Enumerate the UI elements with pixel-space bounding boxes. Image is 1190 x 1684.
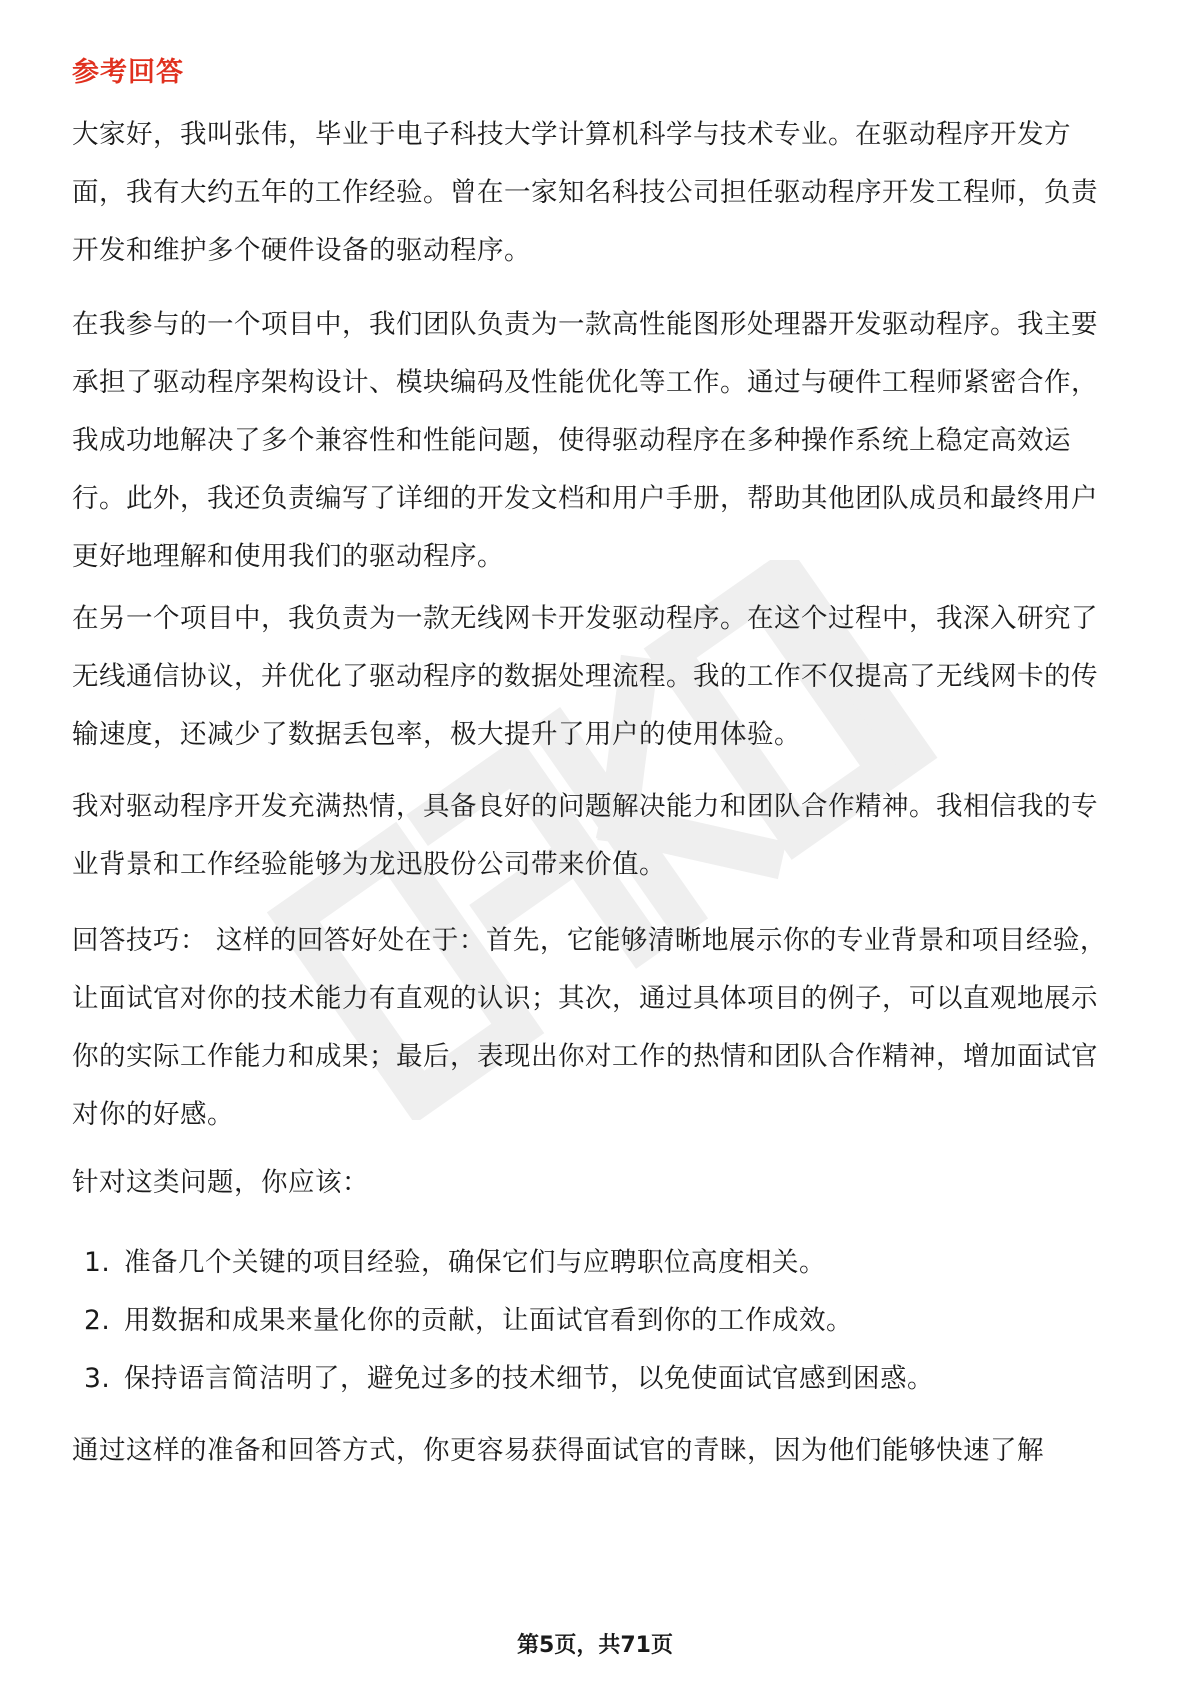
list-item-number: 1.: [84, 1247, 111, 1278]
list-item-text: 保持语言简洁明了，避免过多的技术细节，以免使面试官感到困惑。: [124, 1363, 934, 1394]
list-item: [84, 1234, 1124, 1292]
list-item-number: 3.: [84, 1363, 111, 1394]
paragraph-closing: 通过这样的准备和回答方式，你更容易获得面试官的青睐，因为他们能够快速了解: [72, 1435, 1044, 1466]
paragraph-project-wireless: 在另一个项目中，我负责为一款无线网卡开发驱动程序。在这个过程中，我深入研究了无线通信协议，并优化了驱动程序的数据处理流程。我的工作不仅提高了无线网卡的传输速度，还减少了数据丢包率，极大提升了用户的使用体验。: [72, 603, 1098, 750]
section-heading: 参考回答: [72, 57, 184, 88]
advice-list: [84, 1234, 1124, 1408]
paragraph-advice-intro: 针对这类问题，你应该：: [72, 1167, 369, 1198]
page-number: 第5页，共71页: [517, 1633, 673, 1658]
list-item: [84, 1350, 1124, 1408]
paragraph-answer-tips: 回答技巧： 这样的回答好处在于：首先，它能够清晰地展示你的专业背景和项目经验，让面试官对你的技术能力有直观的认识；其次，通过具体项目的例子，可以直观地展示你的实际工作能力和成果；最后，表现出你对工作的热情和团队合作精神，增加面试官对你的好感。: [72, 925, 1107, 1130]
paragraph-passion: 我对驱动程序开发充满热情，具备良好的问题解决能力和团队合作精神。我相信我的专业背景和工作经验能够为龙迅股份公司带来价值。: [72, 791, 1098, 880]
list-item-text: 用数据和成果来量化你的贡献，让面试官看到你的工作成效。: [124, 1305, 853, 1336]
list-item-text: 准备几个关键的项目经验，确保它们与应聘职位高度相关。: [124, 1247, 826, 1278]
paragraph-intro: 大家好，我叫张伟，毕业于电子科技大学计算机科学与技术专业。在驱动程序开发方面，我有大约五年的工作经验。曾在一家知名科技公司担任驱动程序开发工程师，负责开发和维护多个硬件设备的驱动程序。: [72, 119, 1098, 266]
paragraph-project-gpu: 在我参与的一个项目中，我们团队负责为一款高性能图形处理器开发驱动程序。我主要承担了驱动程序架构设计、模块编码及性能优化等工作。通过与硬件工程师紧密合作，我成功地解决了多个兼容性和性能问题，使得驱动程序在多种操作系统上稳定高效运行。此外，我还负责编写了详细的开发文档和用户手册，帮助其他团队成员和最终用户更好地理解和使用我们的驱动程序。: [72, 309, 1098, 572]
list-item: [84, 1292, 1124, 1350]
list-item-number: 2.: [84, 1305, 111, 1336]
